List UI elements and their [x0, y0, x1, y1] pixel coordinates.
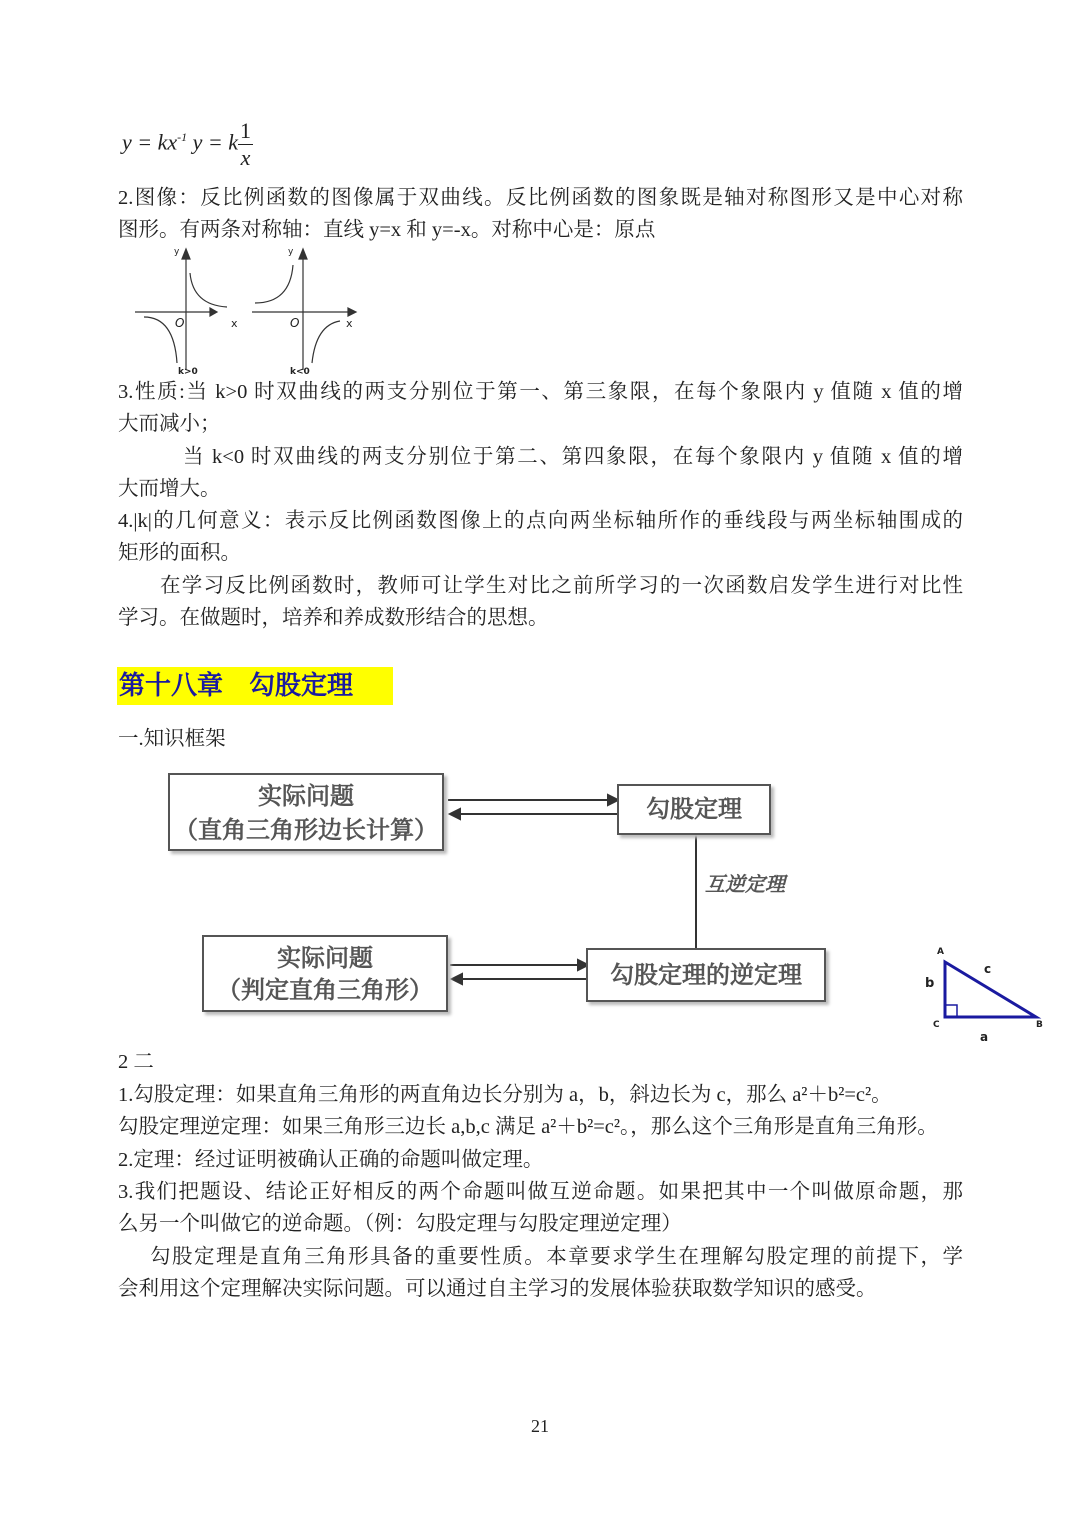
graph-caption-k-positive: k>0 [178, 367, 198, 377]
box-title: 实际问题 [258, 782, 354, 810]
page-number: 21 [531, 1416, 549, 1436]
box-subtitle: （直角三角形边长计算） [174, 816, 438, 844]
graph-x-label: x [346, 317, 353, 330]
graph-y-label: y [174, 247, 180, 257]
triangle-vertex-b: B [1036, 1020, 1043, 1030]
fraction-denominator: x [240, 145, 251, 170]
triangle-side-c: c [984, 962, 992, 976]
triangle-vertex-c: C [933, 1020, 940, 1030]
relation-label: 互逆定理 [705, 872, 785, 896]
graph-y-label: y [288, 247, 294, 257]
triangle-side-a: a [980, 1030, 989, 1044]
framework-heading: 一.知识框架 [118, 728, 226, 750]
graph-origin: O [175, 316, 185, 330]
text-line: 勾股定理逆定理：如果三角形三边长 a,b,c 满足 a²＋b²=c²。，那么这个三角形是直角三角形。 [118, 1116, 938, 1138]
text-line: 学习。在做题时，培养和养成数形结合的思想。 [118, 607, 549, 629]
text-line: 2.定理：经过证明被确认正确的命题叫做定理。 [118, 1149, 544, 1171]
formula-kx: y = kx [122, 129, 178, 155]
chapter-heading: 第十八章 勾股定理 [117, 667, 393, 705]
fraction-numerator: 1 [240, 118, 252, 143]
formula-k-over-x: y = k [192, 129, 239, 155]
triangle-vertex-a: A [937, 947, 944, 957]
box-practical-problem-calc [168, 773, 444, 851]
box-title: 实际问题 [277, 944, 373, 972]
box-practical-problem-judge [202, 935, 448, 1012]
text-line: 在学习反比例函数时，教师可让学生对比之前所学习的一次函数启发学生进行对比性 [160, 575, 963, 597]
section2-heading: 2 二 [118, 1051, 154, 1073]
formula-exponent: -1 [177, 130, 188, 145]
triangle-side-b: b [925, 976, 935, 991]
graph-origin: O [290, 316, 300, 330]
text-line: 当 k<0 时双曲线的两支分别位于第二、第四象限，在每个象限内 y 值随 x 值的增 [183, 446, 963, 468]
text-line: 勾股定理是直角三角形具备的重要性质。本章要求学生在理解勾股定理的前提下，学 [150, 1246, 963, 1268]
box-subtitle: （判定直角三角形） [217, 976, 433, 1004]
text-line: 2.图像：反比例函数的图像属于双曲线。反比例函数的图象既是轴对称图形又是中心对称 [118, 187, 963, 209]
text-line: 矩形的面积。 [118, 542, 241, 564]
graph-x-label: x [231, 317, 238, 330]
text-line: 图形。有两条对称轴：直线 y=x 和 y=-x。对称中心是：原点 [118, 219, 656, 241]
box-pythagorean-theorem: 勾股定理 [617, 784, 771, 835]
text-line: 大而减小； [118, 413, 221, 435]
text-line: 3.我们把题设、结论正好相反的两个命题叫做互逆命题。如果把其中一个叫做原命题，那 [118, 1181, 963, 1203]
text-line: 3.性质:当 k>0 时双曲线的两支分别位于第一、第三象限，在每个象限内 y 值随 x 值的增 [118, 381, 963, 403]
text-line: 4.|k|的几何意义：表示反比例函数图像上的点向两坐标轴所作的垂线段与两坐标轴围成的 [118, 510, 963, 532]
text-line: 么另一个叫做它的逆命题。（例：勾股定理与勾股定理逆定理） [118, 1213, 682, 1235]
text-line: 大而增大。 [118, 478, 221, 500]
graph-caption-k-negative: k<0 [290, 367, 310, 377]
text-line: 1.勾股定理：如果直角三角形的两直角边长分别为 a，b，斜边长为 c，那么 a²＋b²=c²。 [118, 1084, 892, 1106]
box-converse-theorem: 勾股定理的逆定理 [586, 948, 826, 1002]
text-line: 会利用这个定理解决实际问题。可以通过自主学习的发展体验获取数学知识的感受。 [118, 1278, 877, 1300]
